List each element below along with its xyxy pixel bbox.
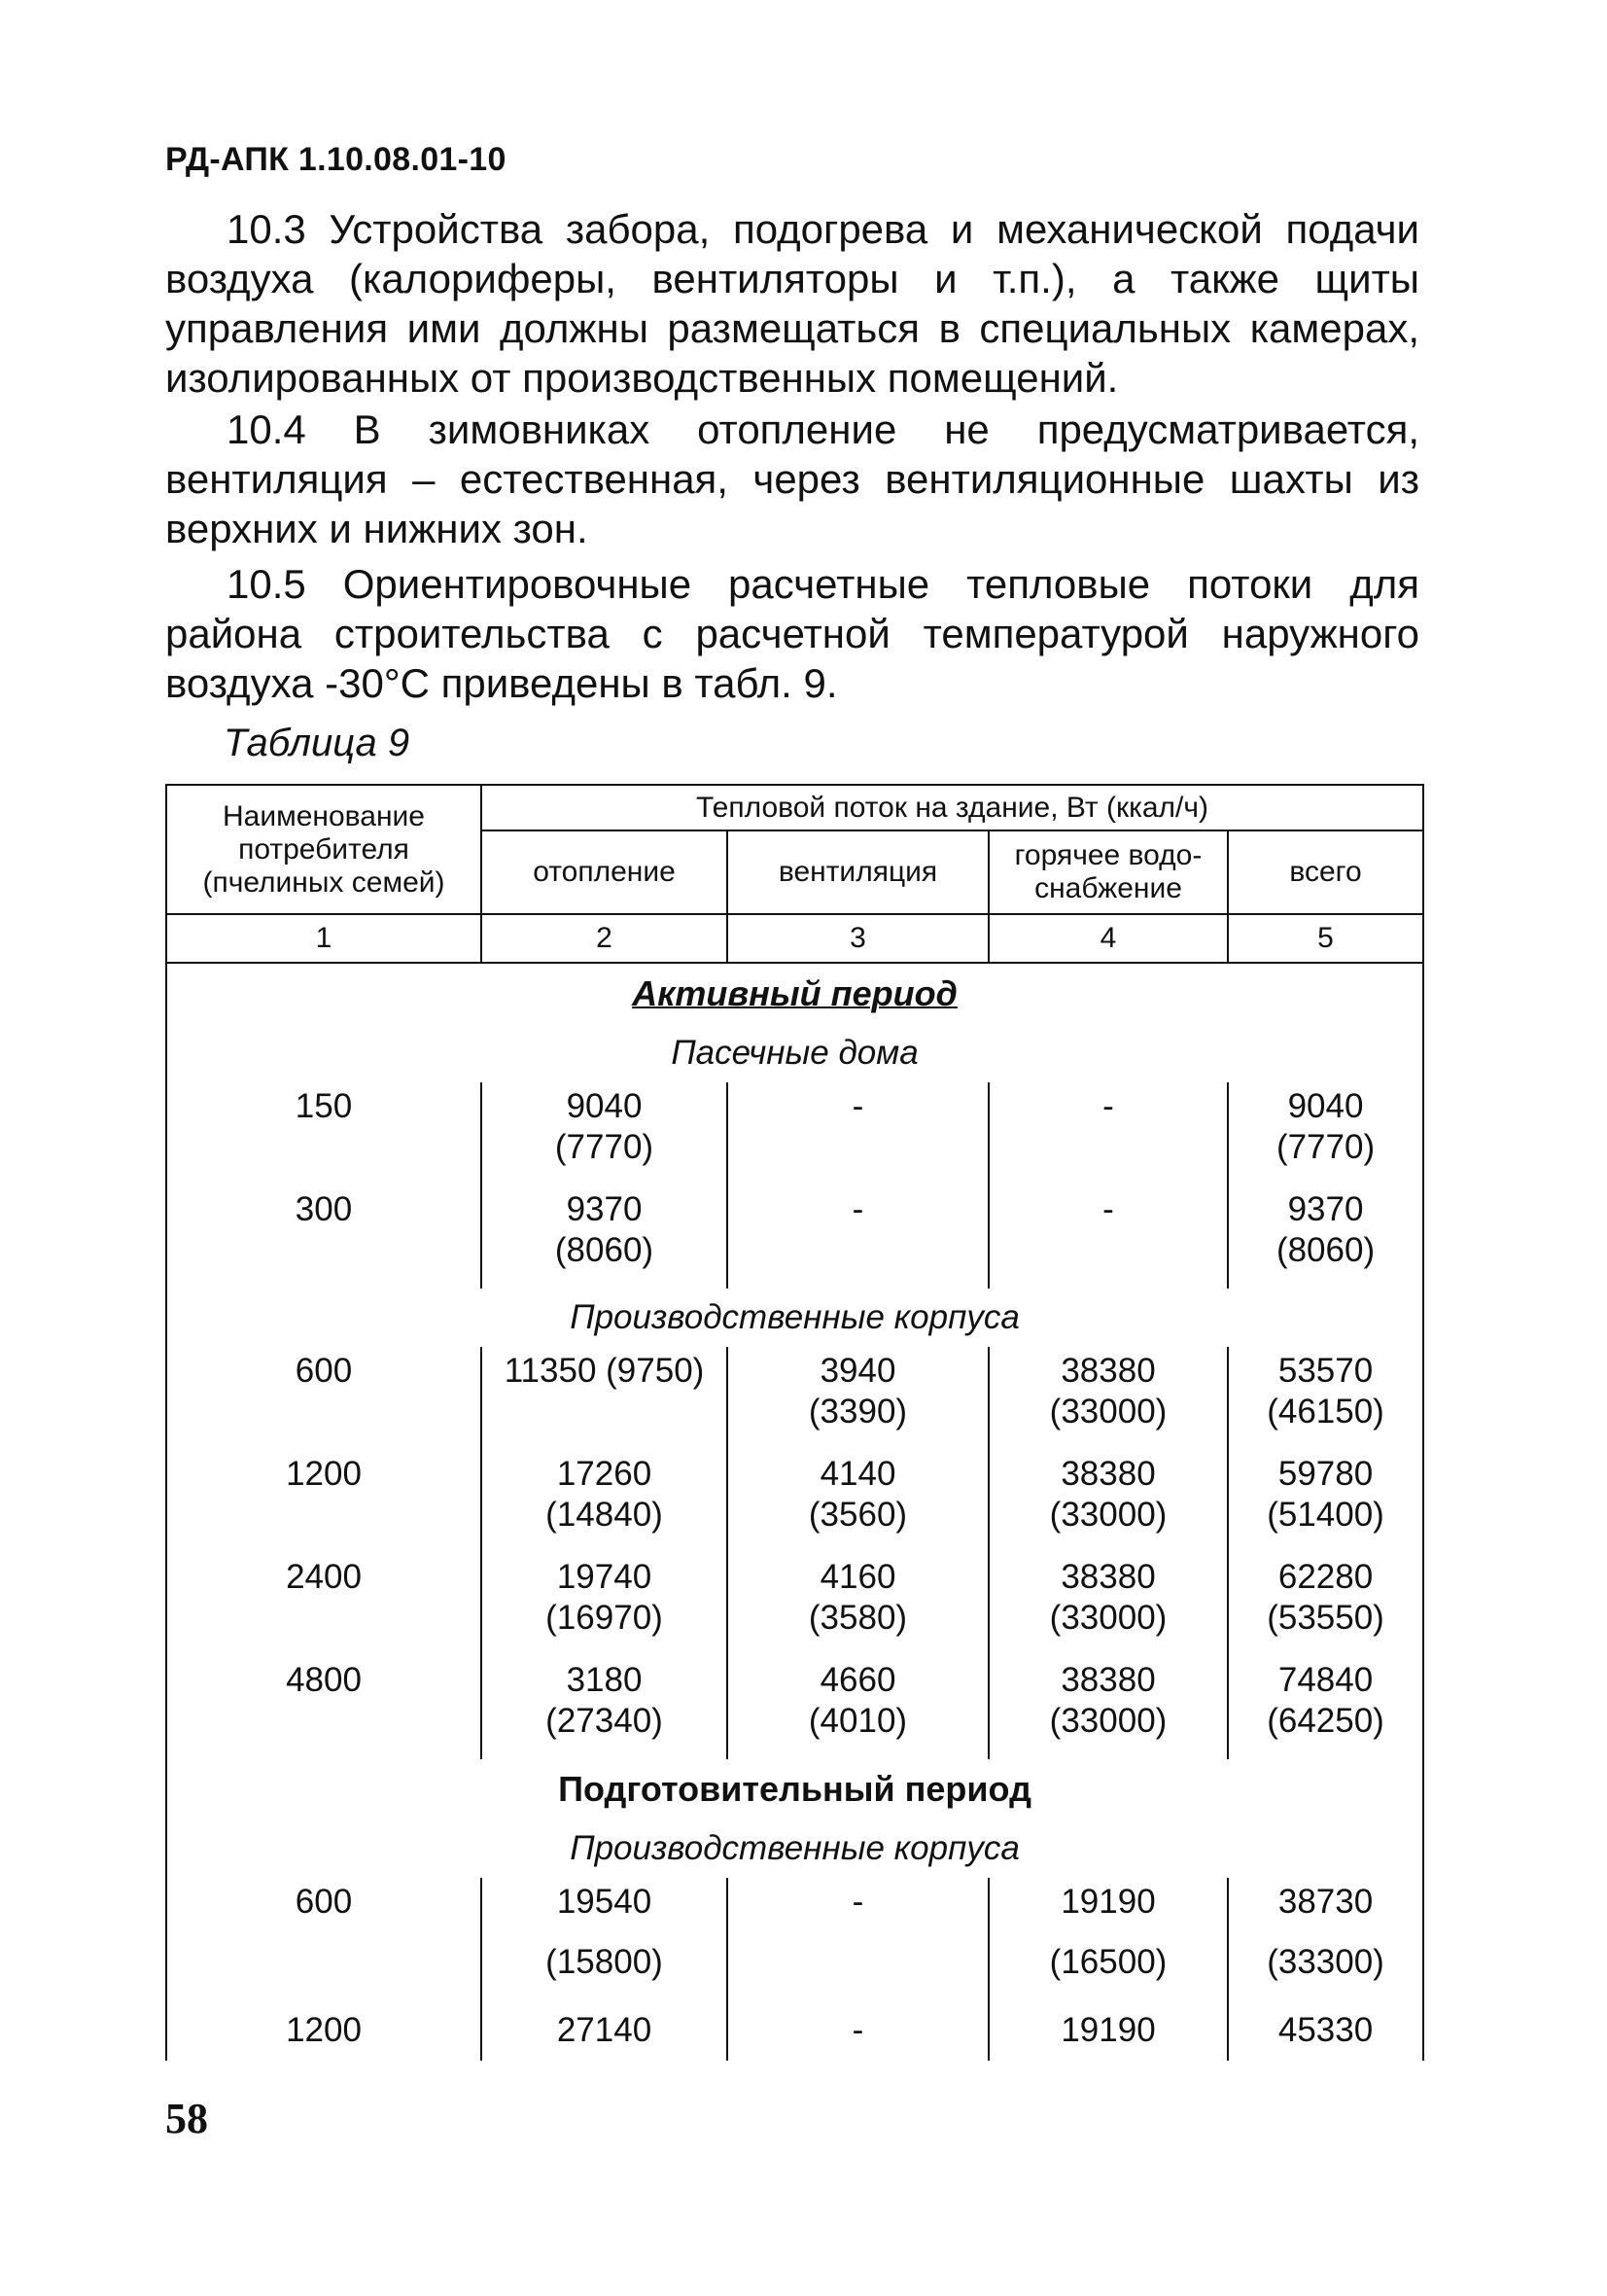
cell-heating [481,2006,727,2061]
section-title [166,1759,1423,1819]
cell-value-kcal: (4010) [808,1702,908,1740]
cell-value: - [1102,1087,1114,1125]
cell-value: 19190 [1061,1883,1156,1921]
document-code: РД-АПК 1.10.08.01-10 [165,141,507,178]
cell-value-kcal: (7770) [1275,1128,1376,1166]
cell-consumer [166,2006,481,2061]
cell-value: 38730 [1277,1883,1374,1921]
cell-consumer [166,1347,481,1450]
cell-value: 9370 [566,1190,643,1228]
table-row [166,1878,1423,2006]
cell-total [1228,1553,1423,1656]
cell-value-kcal: (33000) [1049,1496,1168,1534]
cell-value-kcal: (33000) [1049,1393,1168,1431]
cell-heating [481,1185,727,1289]
section-title-text: Активный период [632,973,958,1013]
cell-ventilation [727,1878,989,2006]
cell-value: 3940 [820,1352,896,1390]
cell-ventilation [727,1082,989,1185]
cell-value: 1200 [286,1455,362,1493]
header-ventilation: вентиляция [727,830,989,914]
cell-value-kcal: (16970) [545,1599,663,1637]
header-total: всего [1228,830,1423,914]
header-heat-flow: Тепловой поток на здание, Вт (ккал/ч) [481,785,1423,830]
table-caption: Таблица 9 [224,722,410,764]
cell-hot-water [989,1656,1228,1759]
cell-value: 4660 [820,1661,896,1699]
cell-value-kcal: (46150) [1267,1393,1384,1431]
cell-value: 17260 [556,1455,652,1493]
column-number: 3 [727,914,989,963]
cell-value: 38380 [1061,1558,1156,1596]
cell-value: 4140 [820,1455,896,1493]
group-title: Производственные корпуса [166,1819,1423,1878]
cell-hot-water [989,1347,1228,1450]
cell-value: 45330 [1277,2011,1374,2049]
table-row [166,1347,1423,1450]
cell-value: 9370 [1287,1190,1364,1228]
cell-value-kcal: (3580) [808,1599,908,1637]
cell-value: 600 [295,1352,353,1390]
cell-value-kcal: (3560) [808,1496,908,1534]
cell-value: 19540 [556,1883,652,1921]
cell-total [1228,1656,1423,1759]
cell-value: 9040 [1287,1087,1364,1125]
cell-consumer [166,1656,481,1759]
cell-value-kcal: (8060) [1275,1231,1376,1269]
header-hot-water: горячее водо-снабжение [989,830,1228,914]
cell-value: 4160 [820,1558,896,1596]
cell-hot-water [989,1082,1228,1185]
column-number: 4 [989,914,1228,963]
cell-heating [481,1878,727,2006]
group-title: Производственные корпуса [166,1289,1423,1347]
cell-hot-water [989,1553,1228,1656]
cell-hot-water [989,1450,1228,1553]
cell-ventilation [727,1450,989,1553]
cell-value: 38380 [1061,1455,1156,1493]
cell-value: 11350 (9750) [504,1352,705,1390]
cell-value: 2400 [286,1558,362,1596]
table-row [166,1553,1423,1656]
cell-total [1228,1082,1423,1185]
cell-ventilation [727,1347,989,1450]
cell-value: 19190 [1061,2011,1156,2049]
cell-total [1228,1347,1423,1450]
cell-value-kcal: (3390) [808,1393,908,1431]
cell-value: - [852,2011,864,2049]
cell-value: 59780 [1277,1455,1374,1493]
cell-heating [481,1656,727,1759]
cell-total [1228,2006,1423,2061]
cell-hot-water [989,1185,1228,1289]
cell-value-kcal: (7770) [554,1128,654,1166]
cell-value: 150 [295,1087,353,1125]
page-number: 58 [165,2095,208,2142]
cell-value: 27140 [556,2011,652,2049]
table-row [166,1082,1423,1185]
cell-value-kcal: (33000) [1049,1702,1168,1740]
cell-consumer [166,1553,481,1656]
cell-value-kcal: (53550) [1267,1599,1384,1637]
paragraph-10-3: 10.3 Устройства забора, подогрева и механической подачи воздуха (калориферы, вентиляторы и т.п.), а также щиты управления ими должны размещаться в специальных камерах, изолированных от производственных помещений. [165,206,1419,401]
cell-value: 19740 [556,1558,652,1596]
table-row [166,2006,1423,2061]
cell-total [1228,1878,1423,2006]
cell-value: 53570 [1277,1352,1374,1390]
cell-heating [481,1450,727,1553]
cell-value-kcal: (33000) [1049,1599,1168,1637]
cell-value: - [1102,1190,1114,1228]
cell-value: 38380 [1061,1352,1156,1390]
column-number: 5 [1228,914,1423,963]
cell-value-kcal: (14840) [545,1496,663,1534]
cell-value-kcal: (51400) [1267,1496,1384,1534]
cell-heating [481,1553,727,1656]
column-number: 1 [166,914,481,963]
cell-consumer [166,1185,481,1289]
cell-total [1228,1185,1423,1289]
table-row [166,1450,1423,1553]
cell-value-kcal: (27340) [545,1702,663,1740]
cell-value: - [852,1883,864,1921]
paragraph-10-5: 10.5 Ориентировочные расчетные тепловые потоки для района строительства с расчетной температурой наружного воздуха -30°С приведены в табл. 9. [165,561,1419,706]
cell-consumer [166,1878,481,2006]
cell-value-kcal: (16500) [1049,1943,1168,1981]
group-title: Пасечные дома [166,1024,1423,1082]
cell-consumer [166,1082,481,1185]
cell-value: - [852,1190,864,1228]
cell-value: 300 [295,1190,353,1228]
cell-value: 4800 [286,1661,362,1699]
paragraph-10-4: 10.4 В зимовниках отопление не предусматривается, вентиляция – естественная, через вентиляционные шахты из верхних и нижних зон. [165,406,1419,551]
cell-consumer [166,1450,481,1553]
cell-value: 62280 [1277,1558,1374,1596]
cell-heating [481,1347,727,1450]
cell-total [1228,1450,1423,1553]
cell-value: 1200 [286,2011,362,2049]
cell-hot-water [989,2006,1228,2061]
section-title [166,963,1423,1024]
cell-value-kcal: (15800) [545,1943,663,1981]
section-title-text: Подготовительный период [558,1769,1031,1809]
cell-value: 3180 [566,1661,643,1699]
cell-value: 600 [295,1883,353,1921]
cell-hot-water [989,1878,1228,2006]
cell-ventilation [727,2006,989,2061]
cell-value-kcal: (33300) [1267,1943,1384,1981]
heat-flow-table [165,784,1424,2061]
cell-ventilation [727,1656,989,1759]
cell-value-kcal: (64250) [1267,1702,1384,1740]
cell-ventilation [727,1553,989,1656]
cell-ventilation [727,1185,989,1289]
cell-heating [481,1082,727,1185]
cell-value-kcal: (8060) [554,1231,654,1269]
header-heating: отопление [481,830,727,914]
cell-value: 74840 [1277,1661,1374,1699]
cell-value: 9040 [566,1087,643,1125]
column-number: 2 [481,914,727,963]
cell-value: 38380 [1061,1661,1156,1699]
cell-value: - [852,1087,864,1125]
header-consumer: Наименование потребителя (пчелиных семей) [166,785,481,914]
table-row [166,1185,1423,1289]
table-row [166,1656,1423,1759]
